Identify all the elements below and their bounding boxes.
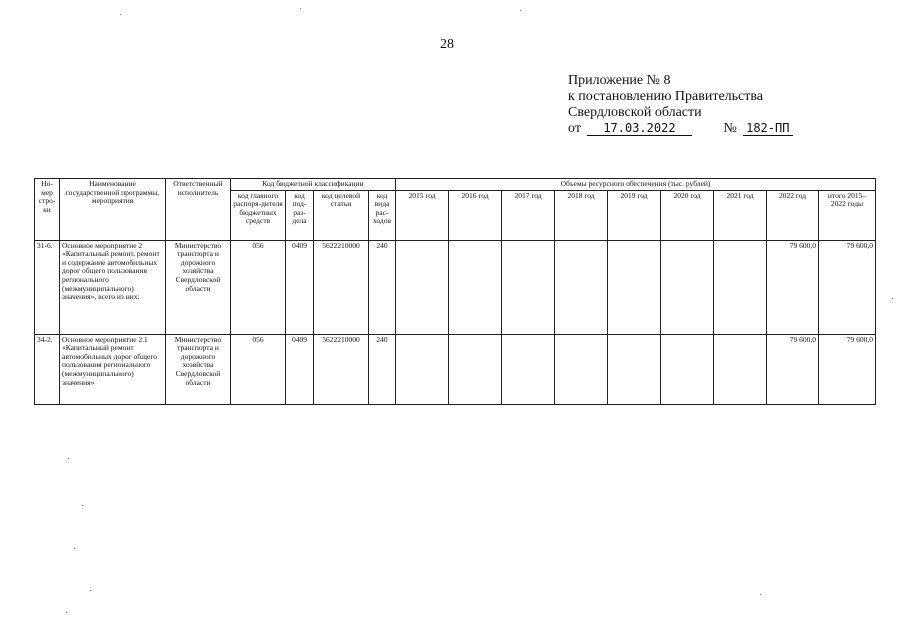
date-prefix: от — [568, 121, 581, 136]
scan-speck — [520, 10, 521, 11]
row-code-target: 5622210000 — [314, 334, 369, 404]
row-year-value: 79 600,0 — [767, 334, 819, 404]
header-year: 2019 год — [608, 190, 661, 240]
row-year-value — [714, 334, 767, 404]
header-year: 2016 год — [449, 190, 502, 240]
scan-speck — [74, 548, 75, 549]
row-year-value — [714, 240, 767, 334]
row-year-value — [396, 334, 449, 404]
appendix-title: Приложение № 8 — [568, 73, 671, 88]
scan-speck — [82, 505, 83, 506]
header-row-number: Но-мер стро-ки — [35, 179, 60, 241]
row-total: 79 600,0 — [819, 240, 876, 334]
header-total: итого 2015–2022 годы — [819, 190, 876, 240]
appendix-date-number-line — [568, 121, 793, 137]
header-volumes-group: Объемы ресурсного обеспечения (тыс. рублей) — [396, 179, 876, 191]
row-year-value: 79 600,0 — [767, 240, 819, 334]
table-row — [35, 334, 876, 404]
scan-speck — [120, 14, 121, 15]
row-responsible: Министерство транспорта и дорожного хозяйства Свердловской области — [166, 240, 231, 334]
row-number: 31-6. — [35, 240, 60, 334]
header-responsible: Ответственный исполнитель — [166, 179, 231, 241]
row-year-value — [502, 240, 555, 334]
row-year-value — [555, 334, 608, 404]
header-name: Наименование государственной программы, мероприятия — [60, 179, 166, 241]
number-prefix: № — [723, 121, 737, 136]
row-total: 79 600,0 — [819, 334, 876, 404]
row-year-value — [608, 334, 661, 404]
row-year-value — [449, 240, 502, 334]
row-year-value — [661, 334, 714, 404]
row-code-section: 0409 — [286, 334, 314, 404]
row-year-value — [661, 240, 714, 334]
row-name: Основное мероприятие 2 «Капитальный ремонт, ремонт и содержание автомобильных дорог общего пользования регионального (межмуниципального) значения», всего из них: — [60, 240, 166, 334]
row-code-section: 0409 — [286, 240, 314, 334]
header-code-target: код целевой статьи — [314, 190, 369, 240]
row-year-value — [555, 240, 608, 334]
row-number: 34-2. — [35, 334, 60, 404]
header-year: 2015 год — [396, 190, 449, 240]
table-row — [35, 240, 876, 334]
scan-speck — [300, 8, 301, 9]
scan-speck — [90, 590, 91, 591]
row-year-value — [502, 334, 555, 404]
header-code-main-admin: код главного распоря-дителя бюджетных средств — [231, 190, 286, 240]
resolution-date: 17.03.2022 — [587, 122, 692, 136]
row-year-value — [608, 240, 661, 334]
header-code-section: код под-раз-дела — [286, 190, 314, 240]
scan-speck — [68, 458, 69, 459]
appendix-region: Свердловской области — [568, 105, 702, 120]
page-number: 28 — [440, 37, 454, 52]
row-year-value — [396, 240, 449, 334]
row-code-main-admin: 056 — [231, 240, 286, 334]
row-code-expense: 240 — [369, 334, 396, 404]
scan-speck — [760, 594, 761, 595]
header-year: 2018 год — [555, 190, 608, 240]
row-year-value — [449, 334, 502, 404]
header-year: 2020 год — [661, 190, 714, 240]
row-responsible: Министерство транспорта и дорожного хозяйства Свердловской области — [166, 334, 231, 404]
header-year: 2022 год — [767, 190, 819, 240]
header-code-expense: код вида рас-ходов — [369, 190, 396, 240]
budget-table — [34, 178, 876, 405]
scan-speck — [892, 298, 893, 299]
resolution-number: 182-ПП — [743, 122, 793, 136]
appendix-resolution: к постановлению Правительства — [568, 89, 764, 104]
header-budget-code-group: Код бюджетной классификации — [231, 179, 396, 191]
row-code-main-admin: 056 — [231, 334, 286, 404]
row-code-expense: 240 — [369, 240, 396, 334]
scan-speck — [66, 612, 67, 613]
row-name: Основное мероприятие 2.1 «Капитальный ремонт автомобильных дорог общего пользования регионального (межмуниципального) значения» — [60, 334, 166, 404]
appendix-block — [568, 73, 793, 137]
row-code-target: 5622210000 — [314, 240, 369, 334]
header-year: 2021 год — [714, 190, 767, 240]
header-year: 2017 год — [502, 190, 555, 240]
